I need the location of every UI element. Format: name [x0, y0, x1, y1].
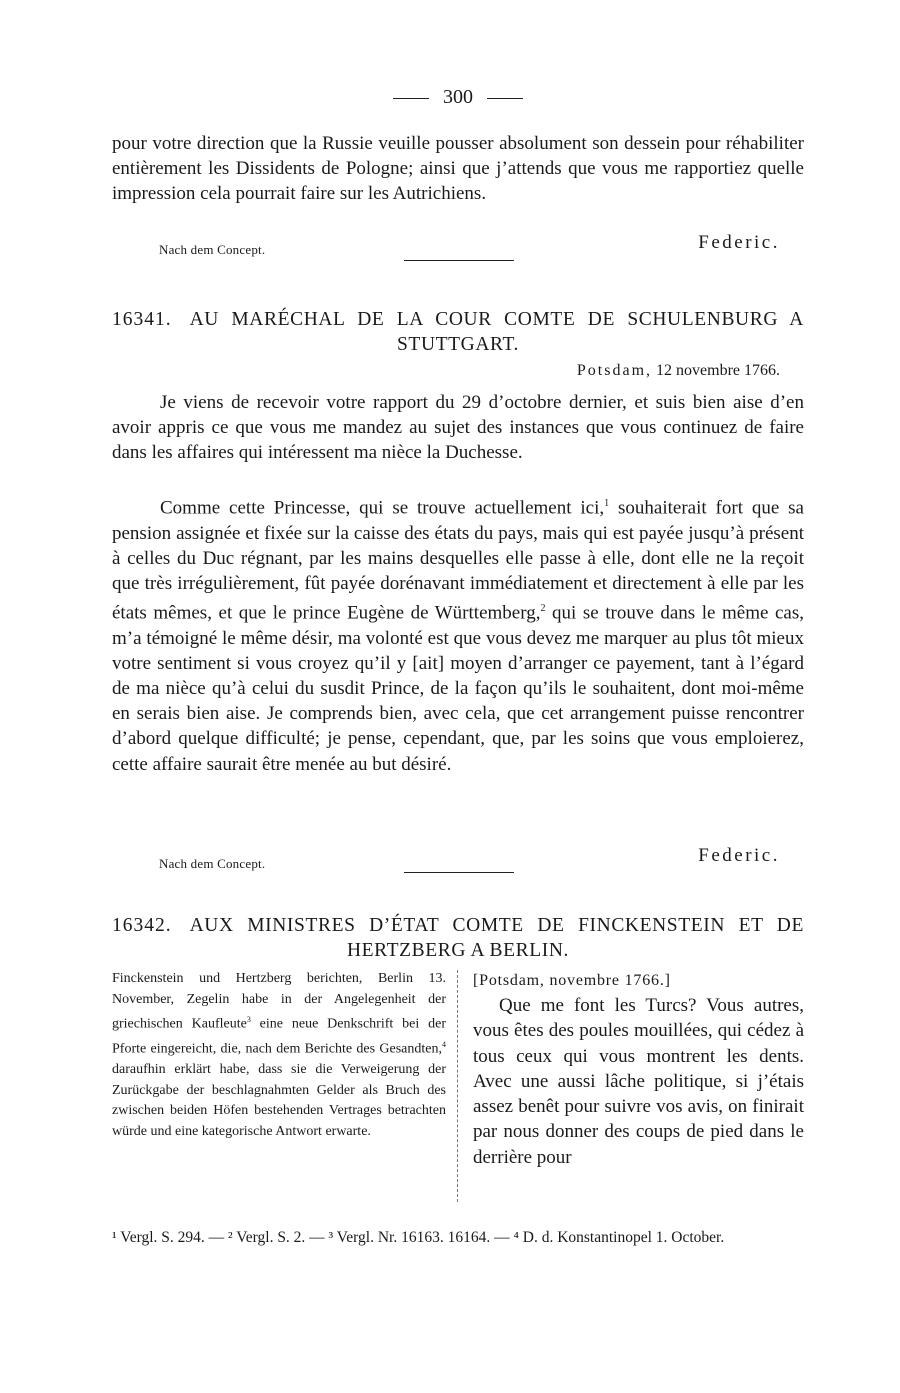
page-number-right-dash [487, 98, 523, 99]
letter-16341-paragraph-2a: Comme cette Princesse, qui se trouve actuellement ici, [160, 497, 605, 519]
letter-16342-heading [112, 913, 804, 963]
letter-16341-title: AU MARÉCHAL DE LA COUR COMTE DE SCHULENBURG A STUTTGART. [189, 309, 804, 355]
source-note-2: Nach dem Concept. [159, 856, 266, 871]
letter-16341-paragraph-1: Je viens de recevoir votre rapport du 29 d’octobre dernier, et suis bien aise d’en avoir appris ce que vous me mandez au sujet des instances que vous continuez de faire dans les affaires qui intéressent ma nièce la Duchesse. [112, 392, 804, 464]
letter-16341-date: 12 novembre 1766. [656, 362, 780, 379]
separator-rule-1 [404, 260, 514, 261]
footnote-ref-2: 2 [540, 603, 546, 615]
letter-16342-reply-column [473, 969, 804, 1170]
letter-16342-dateline: [Potsdam, novembre 1766.] [473, 972, 671, 989]
page-number-text: 300 [443, 86, 473, 108]
letter-16342-reply-text: Que me font les Turcs? Vous autres, vous êtes des poules mouillées, qui cédez à tous ceux qui vous montrent les dents. Avec une aussi lâche politique, si j’étais assez benêt pour suivre vos avis, on finirait par nous donner des coups de pied dans le derrière pour [473, 995, 804, 1168]
letter-16341-heading [112, 307, 804, 357]
summary-text-a: Finckenstein und Hertzberg berichten, Berlin 13. November, Zegelin habe in der Angelegenheit der griechischen Kaufleute [112, 971, 446, 1032]
letter-16342-title: AUX MINISTRES D’ÉTAT COMTE DE FINCKENSTEIN ET DE HERTZBERG A BERLIN. [189, 915, 804, 961]
letter-16341-place: Potsdam, [576, 362, 653, 379]
footnote-ref-3: 3 [246, 1015, 251, 1024]
letter-16341-number: 16341. [112, 309, 172, 330]
letter-16342-summary-column [112, 969, 446, 1142]
letter-16341-paragraph-2b: souhaiterait fort que sa pension assignée et fixée sur la caisse des états du pays, mais qui est payée jusqu’à présent à celles du Duc régnant, par les mains desquelles elle passe à elle, dont elle ne la reçoit que très irrégulièrement, fût payée dorénavant immédiatement et directement à elle par les états mêmes, et que le prince Eugène de Württemberg, [112, 497, 804, 624]
letter-16341-paragraph-2 [112, 491, 804, 777]
source-note-1: Nach dem Concept. [159, 242, 266, 257]
letter-16341-paragraph-2c: qui se trouve dans le même cas, m’a témoigné le même désir, ma volonté est que vous devez me marquer au plus tôt mieux votre sentiment si vous croyez qu’il y [ait] moyen d’arranger ce payement, tant à l’égard de ma nièce qu’à celui du susdit Prince, de la façon qu’ils le souhaitent, dont moi-même en serais bien aise. Je comprends bien, avec cela, que cet arrangement puisse rencontrer d’abord quelque difficulté; je pense, cependant, que, par les soins que vous emploierez, cette affaire saurait être menée au but désiré. [112, 602, 804, 775]
footnote-ref-1: 1 [604, 498, 610, 509]
intro-paragraph: pour votre direction que la Russie veuille pousser absolument son dessein pour réhabiliter entièrement les Dissidents de Pologne; ainsi que j’attends que vous me rapportiez quelle impression cela pourrait faire sur les Autrichiens. [112, 133, 804, 205]
footnotes: ¹ Vergl. S. 294. — ² Vergl. S. 2. — ³ Vergl. Nr. 16163. 16164. — ⁴ D. d. Konstantinopel 1. October. [112, 1229, 725, 1246]
column-divider [457, 970, 458, 1202]
footnote-ref-4: 4 [442, 1040, 446, 1050]
page-number-left-dash [393, 98, 429, 99]
letter-16341-dateline [577, 362, 780, 380]
page-number [112, 86, 804, 109]
summary-text-c: daraufhin erklärt habe, dass sie die Verweigerung der Zurückgabe der beschlagnahmten Gelder als Bruch des zwischen beiden Höfen bestehenden Vertrages betrachten würde und eine kategorische Antwort erwarte. [112, 1062, 446, 1139]
signature-1: Federic. [698, 232, 780, 253]
separator-rule-2 [404, 872, 514, 873]
summary-text-b: eine neue Denkschrift bei der Pforte eingereicht, die, nach dem Berichte des Gesandten, [112, 1016, 446, 1057]
signature-2: Federic. [698, 845, 780, 866]
letter-16342-number: 16342. [112, 915, 172, 936]
